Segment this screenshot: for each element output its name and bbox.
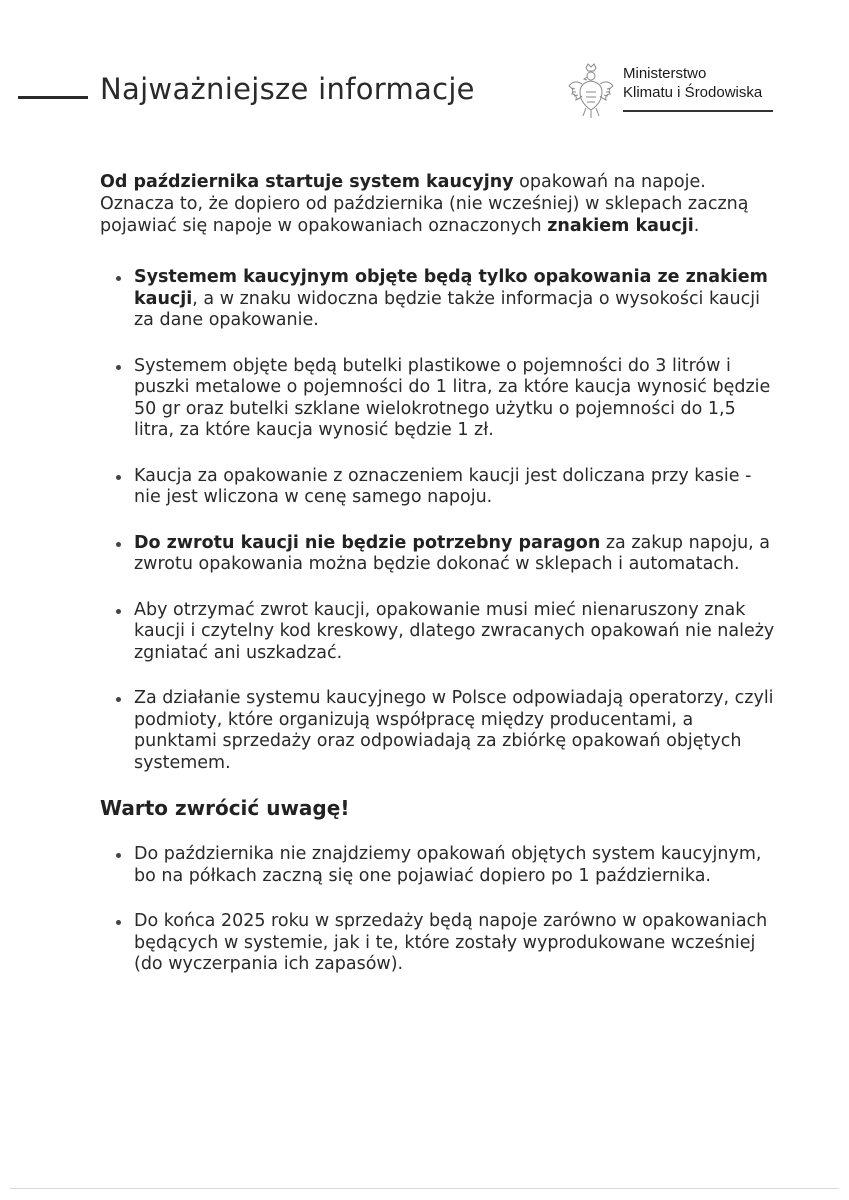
list-item <box>100 533 780 576</box>
list-item-text: Do końca 2025 roku w sprzedaży będą napoje zarówno w opakowaniach będących w systemie, jak i te, które zostały wyprodukowane wcześniej (do wyczerpania ich zapasów). <box>134 911 768 974</box>
list-item-text: Aby otrzymać zwrot kaucji, opakowanie musi mieć nienaruszony znak kaucji i czytelny kod kreskowy, dlatego zwracanych opakowań nie należy zgniatać ani uszkadzać. <box>134 599 775 663</box>
attention-list <box>100 844 780 976</box>
list-item <box>100 844 780 887</box>
list-item-bold: Do zwrotu kaucji nie będzie potrzebny paragon <box>134 532 601 553</box>
page-bottom-edge <box>10 1188 839 1189</box>
list-item <box>100 466 780 509</box>
logo-line-2: Klimatu i Środowiska <box>623 84 763 101</box>
section-heading: Warto zwrócić uwagę! <box>100 796 350 820</box>
logo-line-1: Ministerstwo <box>623 65 707 82</box>
list-item <box>100 911 780 976</box>
intro-text-1: opakowań na napoje. Oznacza to, że dopiero od października (nie wcześniej) w sklepach zaczną pojawiać się napoje w opakowaniach oznaczonych <box>100 172 749 236</box>
eagle-emblem-icon <box>566 62 616 120</box>
page-title: Najważniejsze informacje <box>100 72 475 106</box>
list-item-text: za zakup napoju, a zwrotu opakowania można będzie dokonać w sklepach i automatach. <box>134 532 771 574</box>
list-item-text: Systemem objęte będą butelki plastikowe o pojemności do 3 litrów i puszki metalowe o pojemności do 1 litra, za które kaucja wynosić będzie 50 gr oraz butelki szklane wielokrotnego użytku o pojemności do 1,5 litra, za które kaucja wynosić będzie 1 zł. <box>134 355 771 440</box>
list-item-text: Za działanie systemu kaucyjnego w Polsce odpowiadają operatorzy, czyli podmioty, które organizują współpracę między producentami, a punktami sprzedaży oraz odpowiadają za zbiórkę opakowań objętych systemem. <box>134 688 774 773</box>
list-item <box>100 267 780 332</box>
list-item-text: , a w znaku widoczna będzie także informacja o wysokości kaucji za dane opakowanie. <box>134 288 760 330</box>
list-item-text: Kaucja za opakowanie z oznaczeniem kaucji jest doliczana przy kasie - nie jest wliczona w cenę samego napoju. <box>134 465 752 507</box>
logo-text <box>623 64 762 102</box>
intro-bold-1: Od października startuje system kaucyjny <box>100 172 514 192</box>
intro-paragraph <box>100 171 780 237</box>
main-content <box>100 171 780 976</box>
intro-text-2: . <box>693 216 700 236</box>
list-item <box>100 688 780 774</box>
list-item <box>100 600 780 665</box>
info-list <box>100 267 780 774</box>
list-item-bold: Systemem kaucyjnym objęte będą tylko opakowania ze znakiem kaucji <box>134 267 768 309</box>
list-item <box>100 356 780 442</box>
header-rule <box>18 96 88 99</box>
list-item-text: Do października nie znajdziemy opakowań objętych system kaucyjnym, bo na półkach zaczną się one pojawiać dopiero po 1 października. <box>134 844 762 886</box>
intro-bold-2: znakiem kaucji <box>547 216 694 236</box>
ministry-logo <box>566 60 786 124</box>
logo-underline <box>623 110 773 112</box>
